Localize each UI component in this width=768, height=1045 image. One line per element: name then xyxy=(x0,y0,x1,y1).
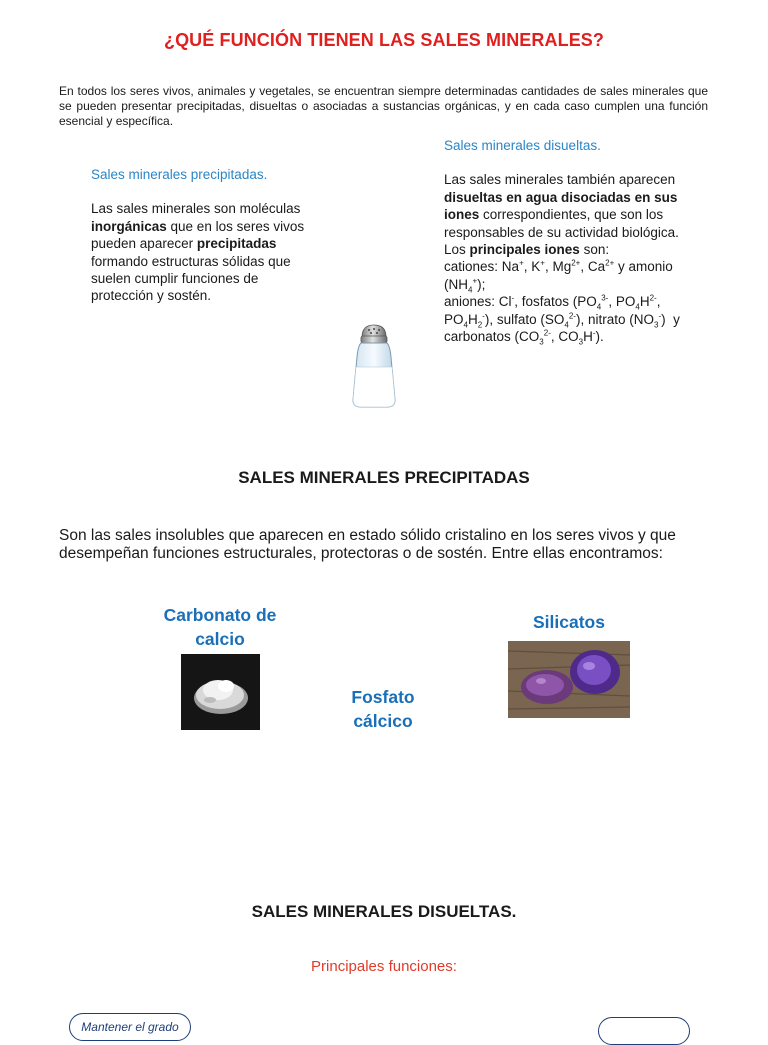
precipitadas-heading: Sales minerales precipitadas. xyxy=(91,167,268,182)
section-heading-precipitadas: SALES MINERALES PRECIPITADAS xyxy=(238,468,530,487)
precipitadas-block xyxy=(91,166,316,305)
page-title: ¿QUÉ FUNCIÓN TIENEN LAS SALES MINERALES? xyxy=(163,30,605,50)
intro-paragraph: En todos los seres vivos, animales y vegetales, se encuentran siempre determinadas cantidades de sales minerales que se pueden presentar precipitadas, disueltas o asociadas a sustancias orgánicas, y en cada caso cumplen una función esencial y específica. xyxy=(59,84,708,128)
pill-right xyxy=(598,1017,690,1045)
silicatos-label: Silicatos xyxy=(533,612,605,632)
section-heading-disueltas: SALES MINERALES DISUELTAS. xyxy=(251,902,517,921)
principales-funciones-subheading: Principales funciones: xyxy=(311,958,457,975)
fosfato-label: Fosfato cálcico xyxy=(351,687,415,731)
precipitadas-text: Las sales minerales son moléculas inorgánicas que en los seres vivos pueden aparecer precipitadas formando estructuras sólidas que suelen cumplir funciones de protección y sostén. xyxy=(91,201,305,304)
precipitadas-description: Son las sales insolubles que aparecen en estado sólido cristalino en los seres vivos y que desempeñan funciones estructurales, protectoras o de sostén. Entre ellas encontramos: xyxy=(59,527,676,562)
disueltas-text: Las sales minerales también aparecen disueltas en agua disociadas en sus iones correspondientes, que son los responsables de su actividad biológica. xyxy=(444,172,679,240)
carbonato-label: Carbonato de calcio xyxy=(163,605,277,649)
disueltas-block xyxy=(444,137,704,345)
carbonato-powder-image xyxy=(181,654,260,730)
iones-list: Los principales iones son: cationes: Na+, K+, $Mg^{2+}$, $Ca^{2+}$ y amonio $(NH_4^+)$; aniones: Cl-, fosfatos ($PO_4^{3-}$, $PO_4H^{2-}$, $PO_4H_2^-$), sulfato $(SO_4^{2-})$, nitrato $(NO_3^-)$ y carbonatos ($CO_3^{2-}$, $CO_3H^-$). xyxy=(444,242,680,347)
salt-shaker-icon xyxy=(349,322,399,412)
pill-mantener-grado: Mantener el grado xyxy=(69,1013,191,1041)
disueltas-heading: Sales minerales disueltas. xyxy=(444,138,601,153)
silicatos-stones-image xyxy=(508,641,630,718)
